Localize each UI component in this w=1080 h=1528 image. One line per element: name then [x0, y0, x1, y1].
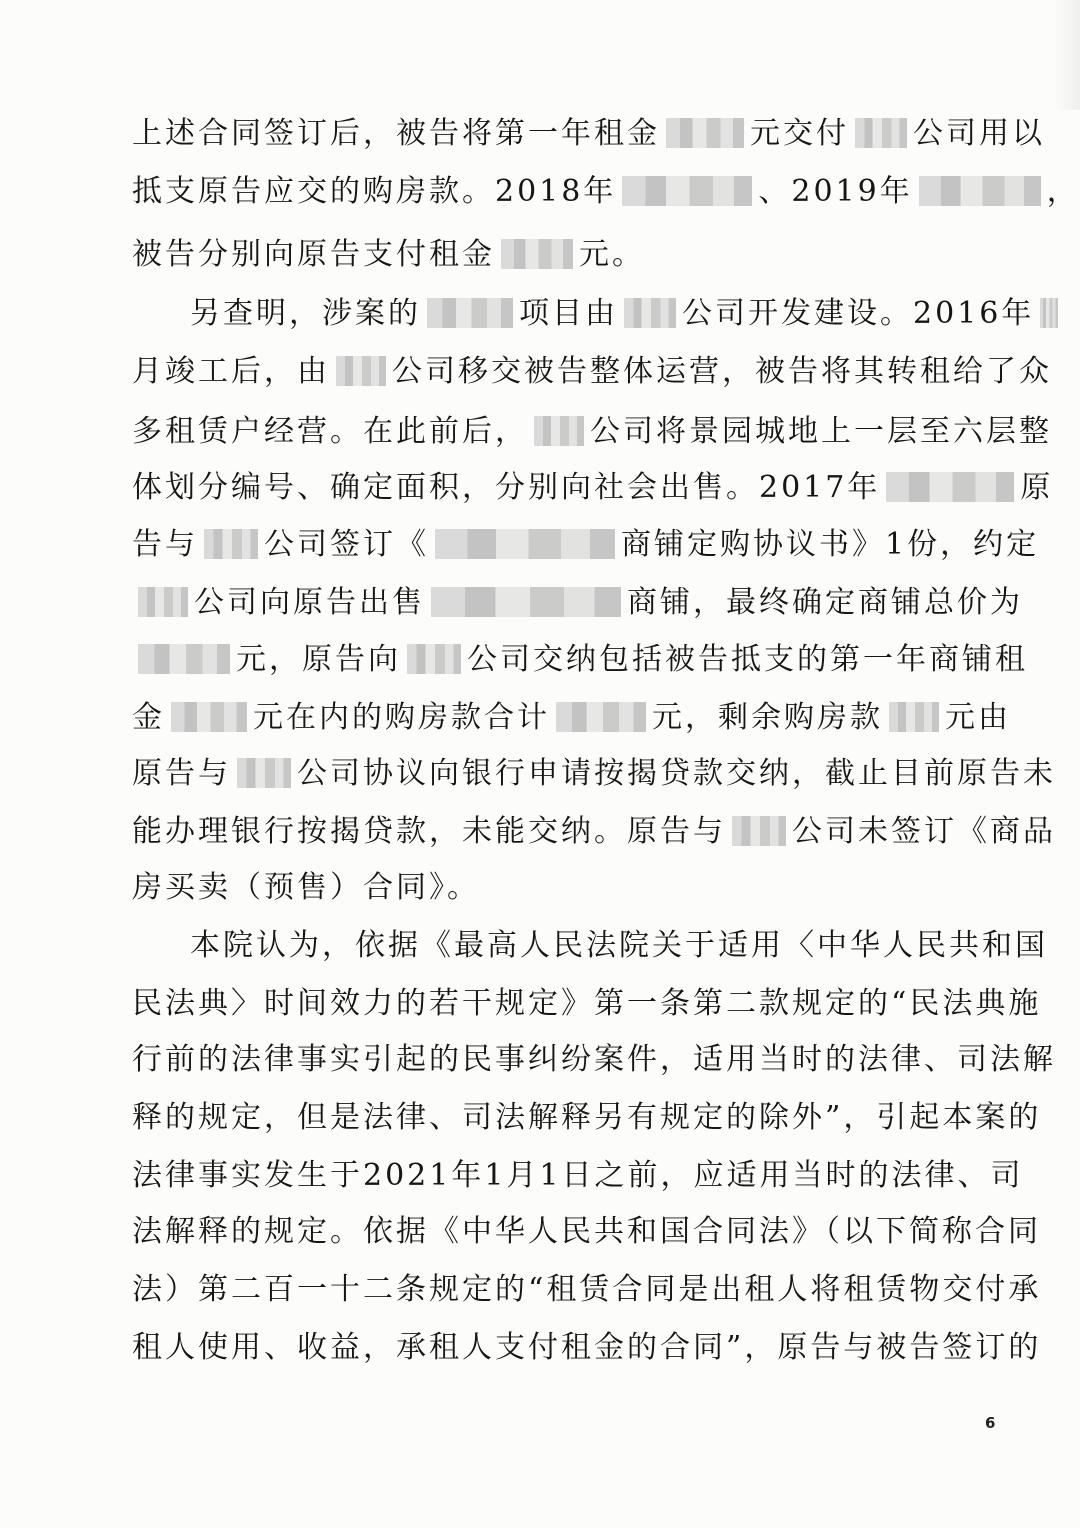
- text-segment: 体划分编号、确定面积，分别向社会出售。2017年: [132, 470, 881, 505]
- paragraph-2-line-2: [132, 350, 1052, 394]
- text-segment: 抵支原告应交的购房款。2018年: [132, 174, 617, 209]
- redaction-block: [622, 176, 752, 206]
- paragraph-1-line-2: [132, 170, 1080, 214]
- text-segment: 元，剩余购房款: [652, 700, 883, 735]
- text-segment: ，: [1046, 174, 1080, 209]
- text-segment: 公司向原告出售: [194, 585, 425, 620]
- page-number: 6: [985, 1414, 996, 1432]
- text-segment: 、2019年: [758, 174, 913, 209]
- paragraph-1-line-3: [132, 233, 994, 277]
- paragraph-2-line-10: [132, 810, 1056, 854]
- redaction-block: [336, 356, 386, 386]
- text-segment: 房买卖（预售）合同》。: [132, 870, 480, 905]
- text-segment: 公司移交被告整体运营，被告将其转租给了众: [392, 354, 1052, 389]
- paragraph-2-line-11: [132, 866, 994, 910]
- text-segment: 公司用以: [913, 116, 1045, 151]
- redaction-block: [1040, 298, 1058, 328]
- text-segment: 上述合同签订后，被告将第一年租金: [132, 116, 660, 151]
- text-segment: 元在内的购房款合计: [253, 700, 550, 735]
- text-segment: 能办理银行按揭贷款，未能交纳。原告与: [132, 814, 726, 849]
- paragraph-3-line-7: 法）第二百一十二条规定的“租赁合同是出租人将租赁物交付承: [132, 1272, 1042, 1307]
- text-segment: 公司协议向银行申请按揭贷款交纳，截止目前原告未: [297, 756, 1056, 791]
- redaction-block: [624, 298, 676, 328]
- redaction-block: [431, 587, 621, 617]
- text-segment: 公司未签订《商品: [792, 814, 1056, 849]
- redaction-block: [435, 529, 615, 559]
- text-segment: 告与: [132, 527, 198, 562]
- paragraph-3-line-5: 法律事实发生于2021年1月1日之前，应适用当时的法律、司: [132, 1158, 1024, 1193]
- paragraph-2-line-4: [132, 466, 1054, 510]
- text-segment: 金: [132, 700, 165, 735]
- redaction-block: [407, 644, 461, 674]
- paragraph-2-line-3: [132, 410, 1052, 454]
- text-segment: 公司签订《: [264, 527, 429, 562]
- text-segment: 公司交纳包括被告抵支的第一年商铺租: [467, 642, 1028, 677]
- redaction-block: [889, 702, 939, 732]
- redaction-block: [919, 176, 1041, 206]
- text-segment: 商铺定购协议书》1份，约定: [621, 527, 1040, 562]
- paragraph-2-line-5: [132, 523, 1040, 567]
- redaction-block: [138, 644, 230, 674]
- text-segment: 另查明，涉案的: [190, 296, 421, 331]
- text-segment: 原告与: [132, 756, 231, 791]
- redaction-block: [855, 118, 907, 148]
- paragraph-2-line-8: [132, 696, 1011, 740]
- paragraph-3-line-3: 行前的法律事实引起的民事纠纷案件，适用当时的法律、司法解: [132, 1042, 1056, 1077]
- redaction-block: [556, 702, 646, 732]
- redaction-block: [171, 702, 247, 732]
- redaction-block: [204, 529, 258, 559]
- page-edge-shadow: [1054, 0, 1080, 110]
- redaction-block: [501, 239, 573, 269]
- paragraph-2-line-9: [132, 752, 1056, 796]
- paragraph-3-line-2: 民法典〉时间效力的若干规定》第一条第二款规定的“民法典施: [132, 986, 1042, 1021]
- text-segment: 元，原告向: [236, 642, 401, 677]
- text-segment: 元。: [579, 237, 645, 272]
- paragraph-2-line-1: [190, 292, 1035, 336]
- paragraph-3-line-1: 本院认为，依据《最高人民法院关于适用〈中华人民共和国: [190, 928, 1048, 963]
- text-segment: 公司开发建设。2016年: [682, 296, 1035, 331]
- redaction-block: [427, 298, 513, 328]
- text-segment: 多租赁户经营。在此前后，: [132, 414, 528, 449]
- text-segment: 被告分别向原告支付租金: [132, 237, 495, 272]
- text-segment: 月竣工后，由: [132, 354, 330, 389]
- paragraph-2-line-6: [132, 581, 1023, 625]
- paragraph-3-line-8: 租人使用、收益，承租人支付租金的合同”，原告与被告签订的: [132, 1330, 1042, 1365]
- text-segment: 商铺，最终确定商铺总价为: [627, 585, 1023, 620]
- redaction-block: [666, 118, 744, 148]
- redaction-block: [732, 816, 786, 846]
- text-segment: 公司将景园城地上一层至六层整: [590, 414, 1052, 449]
- redaction-block: [138, 587, 188, 617]
- paragraph-3-line-6: 法解释的规定。依据《中华人民共和国合同法》（以下简称合同: [132, 1214, 1041, 1249]
- text-segment: 元交付: [750, 116, 849, 151]
- text-segment: 原: [1020, 470, 1054, 505]
- text-segment: 元由: [945, 700, 1011, 735]
- text-segment: 项目由: [519, 296, 618, 331]
- redaction-block: [886, 472, 1014, 502]
- paragraph-1-line-1: [132, 112, 1045, 156]
- paragraph-2-line-7: [132, 638, 1028, 682]
- redaction-block: [237, 758, 291, 788]
- paragraph-3-line-4: 释的规定，但是法律、司法解释另有规定的除外”，引起本案的: [132, 1100, 1042, 1135]
- redaction-block: [534, 416, 584, 446]
